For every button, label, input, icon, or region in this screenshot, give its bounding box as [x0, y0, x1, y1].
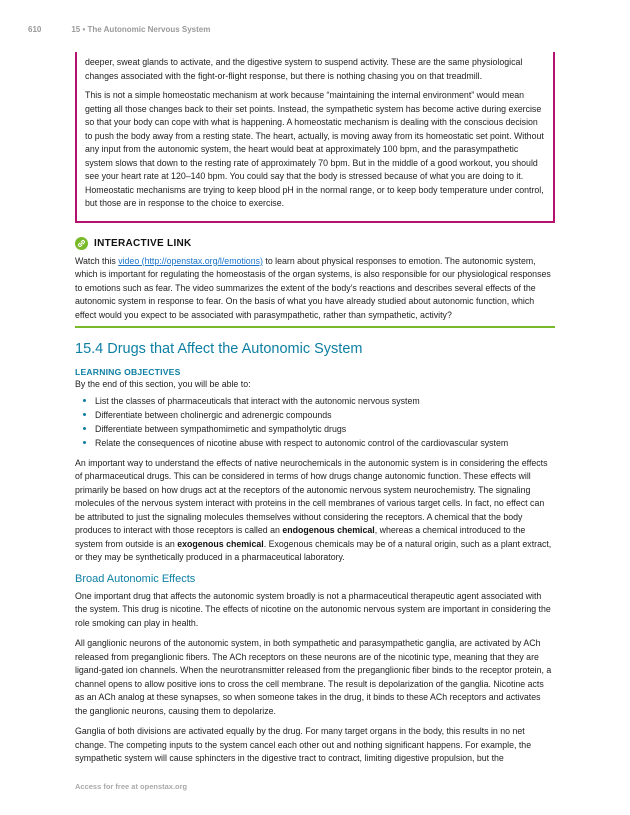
list-item: Differentiate between sympathomimetic and sympatholytic drugs [95, 422, 555, 436]
subsection-paragraph-1: One important drug that affects the autonomic system broadly is not a pharmaceutical therapeutic agent associated with the system. This drug is nicotine. The effects of nicotine on the autonomic nervous system are important in considering the role smoking can play in health. [75, 590, 551, 628]
feature-box-paragraph-1: deeper, sweat glands to activate, and the digestive system to suspend activity. These are the same physiological changes associated with the fight-or-flight response, but there is nothing chasing you on that treadmill. [85, 57, 523, 81]
learning-objectives-intro: By the end of this section, you will be able to: [75, 379, 251, 389]
page-footer: Access for free at openstax.org [75, 782, 188, 791]
section-title: 15.4 Drugs that Affect the Autonomic System [75, 341, 363, 357]
subsection-title: Broad Autonomic Effects [75, 572, 196, 585]
section-intro-paragraph [75, 457, 555, 565]
interactive-link-text [75, 255, 555, 323]
chapter-title: 15 • The Autonomic Nervous System [71, 25, 211, 34]
feature-box [75, 52, 555, 223]
list-item: Differentiate between cholinergic and adrenergic compounds [95, 408, 555, 422]
page-number: 610 [28, 25, 42, 34]
interactive-link-text-after: to learn about physical responses to emotion. The autonomic system, which is important for regulating the homeostasis of the organ systems, is also responsible for our physiological responses to emotions such as fear. The video summarizes the extent of the body’s reactions and describes several effects of the autonomic system in response to fear. On the basis of what you have already studied about autonomic function, which effect would you expect to be associated with parasympathetic, rather than sympathetic, activity? [75, 255, 551, 320]
page-header [28, 25, 210, 34]
section-divider [75, 326, 555, 328]
list-item: List the classes of pharmaceuticals that interact with the autonomic nervous system [95, 394, 555, 408]
video-link[interactable]: video (http://openstax.org/l/emotions) [118, 255, 263, 266]
page-content [75, 52, 555, 766]
list-item: Relate the consequences of nicotine abuse with respect to autonomic control of the cardiovascular system [95, 436, 555, 450]
subsection-paragraph-3: Ganglia of both divisions are activated equally by the drug. For many target organs in the body, this results in no net change. The competing inputs to the system cancel each other out and nothing significant happens. For example, the sympathetic system will cause sphincters in the digestive tract to contract, limiting digestive propulsion, but the [75, 726, 532, 763]
intro-text-1: An important way to understand the effects of native neurochemicals in the autonomic system is in considering the effects of pharmaceutical drugs. This can be considered in terms of how drugs change autonomic function. These effects will primarily be based on how drugs act at the receptors of the autonomic nervous system neurochemistry. The signaling molecules of the nervous system interact with proteins in the cell membranes of various target cells. In fact, no effect can be attributed to just the signaling molecules themselves without considering the receptors. A chemical that the body produces to interact with those receptors is called an [75, 457, 548, 535]
interactive-link-heading [75, 237, 555, 250]
intro-text-3: . Exogenous chemicals may be of a natural origin, such as a plant extract, or they may be synthetically produced in a pharmaceutical laboratory. [75, 538, 552, 562]
key-term-endogenous: endogenous chemical [282, 525, 375, 535]
learning-objectives-title: LEARNING OBJECTIVES [75, 367, 181, 377]
subsection-paragraph-2: All ganglionic neurons of the autonomic system, in both sympathetic and parasympathetic ganglia, are activated by ACh released from preganglionic fibers. The ACh receptors on these neurons are of the nicotinic type, meaning that they are ligand-gated ion channels. When the neurotransmitter released from the preganglionic fiber binds to the receptor protein, a channel opens to allow positive ions to cross the cell membrane. The result is depolarization of the ganglia. Nicotine acts as an ACh analog at these synapses, so when someone takes in the drug, it binds to these ACh receptors and activates the ganglionic neurons, causing them to depolarize. [75, 638, 552, 716]
learning-objectives-list [75, 394, 555, 450]
feature-box-paragraph-2: This is not a simple homeostatic mechanism at work because “maintaining the internal environment” would mean getting all those changes back to their set points. Instead, the sympathetic system has become active during exercise so that your body can cope with what is happening. A homeostatic mechanism is dealing with the conscious decision to push the body away from a resting state. The heart, actually, is moving away from its homeostatic set point. Without any input from the autonomic system, the heart would beat at approximately 100 bpm, and the parasympathetic system slows that down to the resting rate of approximately 70 bpm. But in the middle of a good workout, you should see your heart rate at 120–140 bpm. You could say that the body is stressed because of what you are doing to it. Homeostatic mechanisms are trying to keep blood pH in the normal range, or to keep body temperature under control, but those are in response to the choice to exercise. [85, 90, 544, 208]
link-icon [75, 237, 88, 250]
key-term-exogenous: exogenous chemical [177, 538, 264, 549]
intro-text-2: , whereas a chemical introduced to the system from outside is an [75, 525, 526, 549]
interactive-link-title: INTERACTIVE LINK [94, 237, 192, 249]
interactive-link-text-before: Watch this [75, 255, 119, 266]
